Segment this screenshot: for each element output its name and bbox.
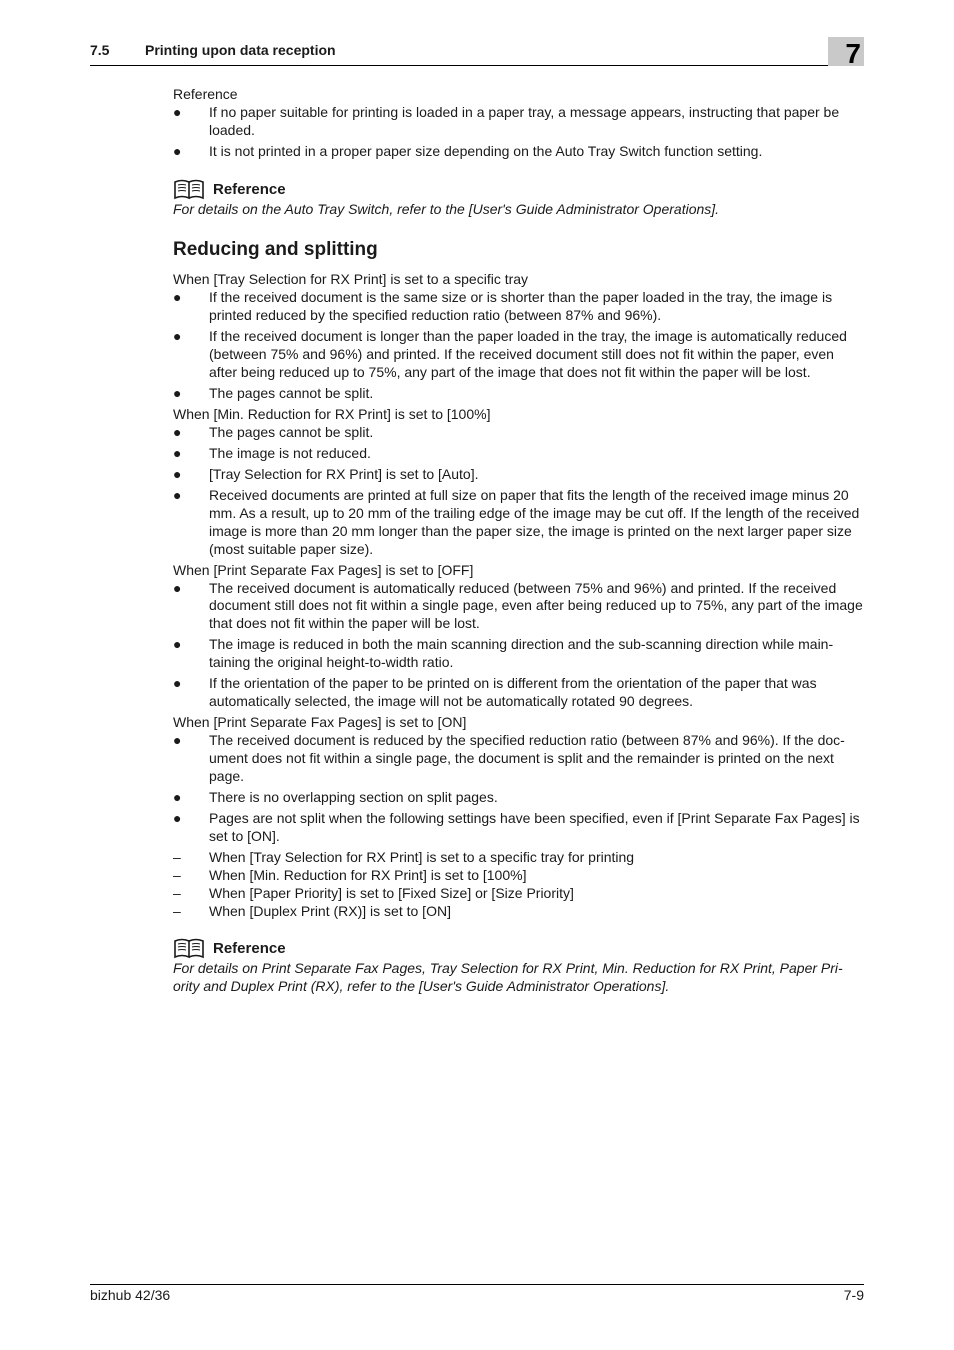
dash-icon: – bbox=[173, 902, 181, 919]
bullet-list bbox=[173, 289, 864, 403]
book-icon bbox=[173, 938, 206, 960]
intro-label: Reference bbox=[173, 86, 238, 102]
bullet-icon: ● bbox=[173, 487, 182, 504]
dash-list bbox=[173, 849, 864, 920]
header-rule bbox=[90, 65, 864, 66]
bullet-icon: ● bbox=[173, 423, 182, 440]
bullet-icon: ● bbox=[173, 327, 182, 344]
list-item: – When [Duplex Print (RX)] is set to [ON] bbox=[173, 902, 451, 919]
list-item: ● Received documents are printed at full size on paper that fits the length of the received image minus 20 mm. As a result, up to 20 mm of the trailing edge of the image may be cut off. If the length of the received image is more than 20 mm longer than the paper size, the image is printed on the next larger paper size (most suitable paper size). bbox=[173, 487, 860, 557]
group-label: When [Print Separate Fax Pages] is set to [OFF] bbox=[173, 561, 474, 578]
bullet-icon: ● bbox=[173, 466, 182, 483]
bullet-icon: ● bbox=[173, 732, 182, 749]
reference-title: Reference bbox=[213, 180, 286, 198]
book-icon bbox=[173, 179, 206, 201]
list-item: – When [Min. Reduction for RX Print] is set to [100%] bbox=[173, 866, 527, 883]
list-item: ● The image is reduced in both the main scanning direction and the sub-scanning direction while main-taining the original height-to-width ratio. bbox=[173, 636, 834, 671]
list-item: ● If the orientation of the paper to be printed on is different from the orientation of the paper that was automatically selected, the image will not be automatically rotated 90 degrees. bbox=[173, 675, 817, 710]
footer-rule bbox=[90, 1284, 864, 1285]
list-item: ● The received document is reduced by the specified reduction ratio (between 87% and 96%). If the doc-ument does not fit within a single page, the document is split and the remainder is printed on the next page. bbox=[173, 732, 845, 784]
page-content bbox=[173, 86, 864, 996]
section-title: Printing upon data reception bbox=[145, 42, 336, 58]
list-item: – When [Paper Priority] is set to [Fixed Size] or [Size Priority] bbox=[173, 884, 574, 901]
section-heading: Reducing and splitting bbox=[173, 239, 378, 261]
list-item: ● Pages are not split when the following settings have been specified, even if [Print Separate Fax Pages] is set to [ON]. bbox=[173, 810, 860, 844]
dash-icon: – bbox=[173, 849, 181, 866]
list-item: ● The image is not reduced. bbox=[173, 444, 371, 461]
bullet-icon: ● bbox=[173, 444, 182, 461]
bullet-icon: ● bbox=[173, 579, 182, 596]
group-label: When [Tray Selection for RX Print] is set to a specific tray bbox=[173, 271, 529, 288]
reference-title: Reference bbox=[213, 940, 286, 958]
group-label: When [Min. Reduction for RX Print] is set to [100%] bbox=[173, 405, 491, 422]
page-number: 7-9 bbox=[843, 1287, 864, 1303]
bullet-icon: ● bbox=[173, 103, 182, 120]
intro-bullet-list bbox=[173, 104, 864, 161]
list-item: ● It is not printed in a proper paper size depending on the Auto Tray Switch function setting. bbox=[173, 142, 763, 159]
bullet-icon: ● bbox=[173, 288, 182, 305]
bullet-icon: ● bbox=[173, 384, 182, 401]
reference-body: For details on Print Separate Fax Pages, Tray Selection for RX Print, Min. Reduction for RX Print, Paper Pri-ority and Duplex Print (RX), refer to the [User's Guide Administrator Operations]. bbox=[173, 960, 843, 995]
bullet-list bbox=[173, 424, 864, 559]
reference-heading bbox=[173, 179, 864, 201]
list-item: ● The received document is automatically reduced (between 75% and 96%) and printed. If the received document still does not fit within a single page, even after being reduced up to 75%, any part of the image that does not fit within the paper will be lost. bbox=[173, 579, 863, 632]
bullet-icon: ● bbox=[173, 810, 182, 827]
page-footer bbox=[90, 1284, 864, 1303]
chapter-number: 7 bbox=[828, 37, 864, 66]
bullet-icon: ● bbox=[173, 142, 182, 159]
page-header bbox=[90, 41, 864, 67]
list-item: ● [Tray Selection for RX Print] is set to [Auto]. bbox=[173, 466, 479, 483]
bullet-icon: ● bbox=[173, 788, 182, 805]
section-number: 7.5 bbox=[90, 42, 110, 58]
reference-body: For details on the Auto Tray Switch, refer to the [User's Guide Administrator Operations]. bbox=[173, 200, 720, 217]
list-item: ● The pages cannot be split. bbox=[173, 423, 374, 440]
list-item: ● The pages cannot be split. bbox=[173, 384, 374, 401]
group-label: When [Print Separate Fax Pages] is set to [ON] bbox=[173, 714, 467, 731]
list-item: – When [Tray Selection for RX Print] is set to a specific tray for printing bbox=[173, 849, 635, 866]
list-item: ● If no paper suitable for printing is loaded in a paper tray, a message appears, instructing that paper be loaded. bbox=[173, 103, 840, 138]
dash-icon: – bbox=[173, 866, 181, 883]
reference-heading bbox=[173, 938, 864, 960]
bullet-icon: ● bbox=[173, 636, 182, 653]
dash-icon: – bbox=[173, 884, 181, 901]
bullet-icon: ● bbox=[173, 675, 182, 692]
product-name: bizhub 42/36 bbox=[90, 1287, 171, 1303]
list-item: ● If the received document is longer than the paper loaded in the tray, the image is automatically reduced (between 75% and 96%) and printed. If the received document still does not fit within the paper, even after being reduced up to 75%, any part of the image that does not fit within the paper will be lost. bbox=[173, 327, 847, 380]
list-item: ● There is no overlapping section on split pages. bbox=[173, 788, 498, 805]
list-item: ● If the received document is the same size or is shorter than the paper loaded in the tray, the image is printed reduced by the specified reduction ratio (between 87% and 96%). bbox=[173, 288, 833, 323]
bullet-list bbox=[173, 580, 864, 711]
bullet-list bbox=[173, 732, 864, 846]
